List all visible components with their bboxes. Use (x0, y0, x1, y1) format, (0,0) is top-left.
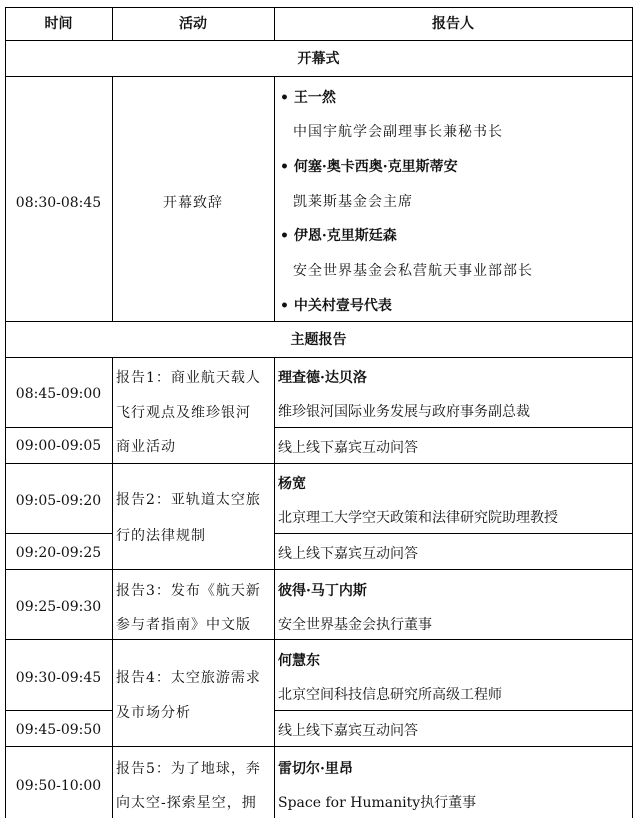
slot-time: 09:50-10:00 (15, 778, 102, 794)
rule (274, 357, 275, 818)
rule (112, 357, 113, 818)
speaker-title: 中国宇航学会副理事长兼秘书长 (293, 124, 503, 140)
speaker-name: 理查德·达贝洛 (278, 370, 367, 386)
slot-time: 09:30-09:45 (15, 670, 102, 686)
speaker-title: Space for Humanity执行董事 (278, 795, 477, 811)
rule (5, 321, 633, 322)
rule (274, 710, 633, 711)
bullet-icon: • (280, 159, 289, 175)
rule (274, 533, 633, 534)
rule (5, 76, 633, 77)
report-activity-line: 参与者指南》中文版 (116, 617, 251, 633)
bullet-icon: • (280, 90, 289, 106)
slot-time: 09:20-09:25 (15, 545, 102, 561)
slot-time: 09:45-09:50 (15, 722, 102, 738)
report-activity-line: 报告3：发布《航天新 (116, 583, 261, 599)
speaker-title: 北京空间科技信息研究所高级工程师 (278, 687, 502, 703)
slot-time: 09:05-09:20 (15, 493, 102, 509)
report-activity-line: 行的法律规制 (116, 528, 206, 544)
report-activity-line: 报告4：太空旅游需求 (116, 670, 261, 686)
report-activity-line: 商业活动 (116, 439, 176, 455)
section-title-opening: 开幕式 (297, 51, 340, 67)
qa-note: 线上线下嘉宾互动问答 (278, 723, 418, 739)
rule (5, 639, 633, 640)
bullet-icon: • (280, 298, 289, 314)
rule (274, 427, 633, 428)
rule (5, 40, 633, 41)
rule (5, 7, 633, 8)
speaker-name: 彼得·马丁内斯 (278, 583, 367, 599)
rule (5, 746, 633, 747)
speaker-name: 雷切尔·里昂 (278, 761, 353, 777)
opening-speaker: • 王一然 (280, 90, 336, 106)
speaker-title: 凯莱斯基金会主席 (293, 194, 413, 210)
opening-time: 08:30-08:45 (15, 195, 102, 211)
rule (274, 76, 275, 321)
qa-note: 线上线下嘉宾互动问答 (278, 546, 418, 562)
slot-time: 09:25-09:30 (15, 599, 102, 615)
report-activity-line: 向太空-探索星空，拥 (116, 795, 257, 811)
rule (5, 427, 112, 428)
speaker-title: 北京理工大学空天政策和法律研究院助理教授 (278, 510, 558, 526)
speaker-title: 安全世界基金会私营航天事业部部长 (293, 263, 533, 279)
opening-speaker: • 中关村壹号代表 (280, 298, 392, 314)
report-activity-line: 报告2：亚轨道太空旅 (116, 492, 261, 508)
header-activity: 活动 (179, 16, 207, 32)
opening-speaker: • 伊恩·克里斯廷森 (280, 228, 397, 244)
slot-time: 09:00-09:05 (15, 438, 102, 454)
speaker-title: 安全世界基金会执行董事 (278, 617, 432, 633)
rule (5, 463, 633, 464)
header-reporter: 报告人 (432, 16, 474, 32)
rule (5, 533, 112, 534)
header-time: 时间 (44, 16, 73, 32)
rule (5, 710, 112, 711)
report-activity-line: 报告1：商业航天载人 (116, 370, 261, 386)
report-activity-line: 及市场分析 (116, 705, 191, 721)
rule (5, 569, 633, 570)
speaker-name: 杨宽 (278, 476, 306, 492)
slot-time: 08:45-09:00 (15, 386, 102, 402)
opening-activity: 开幕致辞 (163, 195, 223, 211)
rule (632, 7, 633, 818)
report-activity-line: 飞行观点及维珍银河 (116, 405, 251, 421)
speaker-name: 何慧东 (278, 653, 320, 669)
opening-speaker: • 何塞·奥卡西奥·克里斯蒂安 (280, 159, 458, 175)
rule (5, 357, 633, 358)
section-title-keynote: 主题报告 (290, 332, 347, 348)
speaker-title: 维珍银河国际业务发展与政府事务副总裁 (278, 404, 530, 420)
report-activity-line: 报告5：为了地球，奔 (116, 761, 261, 777)
bullet-icon: • (280, 228, 289, 244)
rule (5, 7, 6, 818)
qa-note: 线上线下嘉宾互动问答 (278, 440, 418, 456)
